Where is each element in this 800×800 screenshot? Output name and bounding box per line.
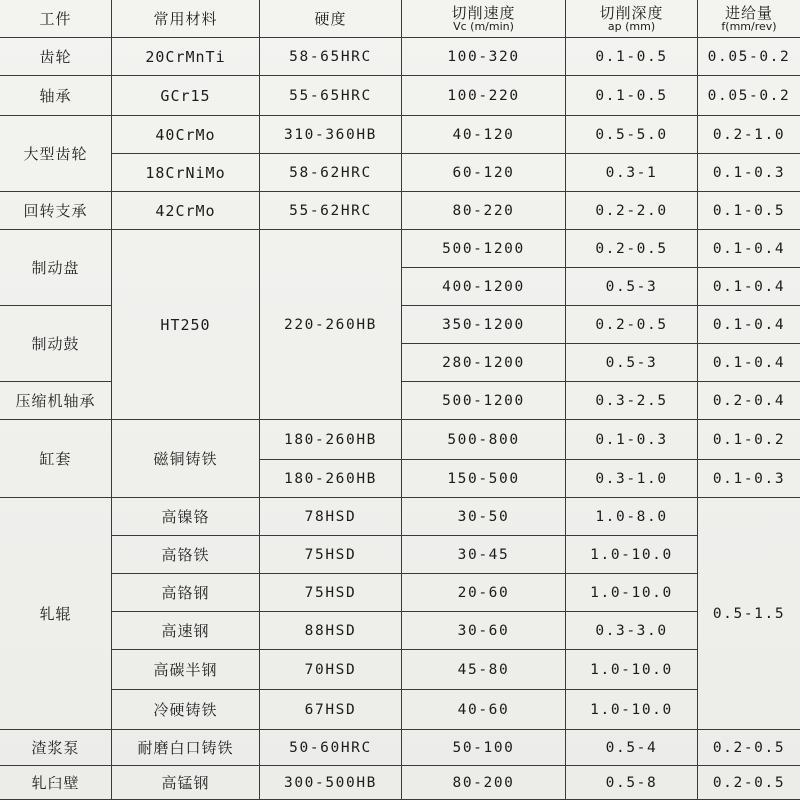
cell-cutting-depth: 1.0-8.0 xyxy=(566,498,698,536)
cell-material: GCr15 xyxy=(112,76,260,116)
cell-material: HT250 xyxy=(112,230,260,420)
header-label: 进给量 xyxy=(724,3,773,22)
cell-cutting-depth: 0.1-0.5 xyxy=(566,38,698,76)
cell-material: 高镍铬 xyxy=(112,498,260,536)
cell-cutting-depth: 0.2-0.5 xyxy=(566,230,698,268)
cell-cutting-speed: 40-60 xyxy=(402,690,566,730)
cell-feed-rate: 0.5-1.5 xyxy=(698,498,800,730)
header-hardness xyxy=(260,0,402,38)
cell-cutting-speed: 350-1200 xyxy=(402,306,566,344)
cell-hardness: 55-62HRC xyxy=(260,192,402,230)
cell-feed-rate: 0.1-0.4 xyxy=(698,306,800,344)
cell-cutting-speed: 50-100 xyxy=(402,730,566,766)
header-label: 工件 xyxy=(39,9,72,28)
cell-feed-rate: 0.2-1.0 xyxy=(698,116,800,154)
cell-feed-rate: 0.05-0.2 xyxy=(698,76,800,116)
cell-feed-rate: 0.2-0.5 xyxy=(698,730,800,766)
header-feed-rate xyxy=(698,0,800,38)
cell-cutting-depth: 0.5-5.0 xyxy=(566,116,698,154)
header-unit: ap (mm) xyxy=(607,19,656,33)
cell-cutting-depth: 0.3-3.0 xyxy=(566,612,698,650)
cell-cutting-depth: 0.3-1.0 xyxy=(566,460,698,498)
header-label: 硬度 xyxy=(314,9,347,28)
cell-material: 18CrNiMo xyxy=(112,154,260,192)
cell-workpiece: 压缩机轴承 xyxy=(0,382,112,420)
cell-material: 磁铜铸铁 xyxy=(112,420,260,498)
cell-cutting-depth: 0.5-8 xyxy=(566,766,698,800)
cell-feed-rate: 0.1-0.4 xyxy=(698,268,800,306)
cell-feed-rate: 0.1-0.3 xyxy=(698,460,800,498)
cell-cutting-speed: 280-1200 xyxy=(402,344,566,382)
cell-material: 42CrMo xyxy=(112,192,260,230)
cell-cutting-speed: 100-320 xyxy=(402,38,566,76)
cell-hardness: 70HSD xyxy=(260,650,402,690)
cell-cutting-speed: 500-1200 xyxy=(402,230,566,268)
cell-hardness: 180-260HB xyxy=(260,420,402,460)
cell-material: 耐磨白口铸铁 xyxy=(112,730,260,766)
cell-cutting-speed: 60-120 xyxy=(402,154,566,192)
cell-cutting-depth: 1.0-10.0 xyxy=(566,650,698,690)
cell-workpiece: 齿轮 xyxy=(0,38,112,76)
header-material xyxy=(112,0,260,38)
cell-material: 高铬钢 xyxy=(112,574,260,612)
cell-cutting-depth: 0.2-0.5 xyxy=(566,306,698,344)
header-label: 常用材料 xyxy=(153,9,218,28)
cell-cutting-speed: 500-1200 xyxy=(402,382,566,420)
cell-hardness: 220-260HB xyxy=(260,230,402,420)
cell-hardness: 67HSD xyxy=(260,690,402,730)
cell-material: 40CrMo xyxy=(112,116,260,154)
cell-material: 高速钢 xyxy=(112,612,260,650)
header-unit: f(mm/rev) xyxy=(721,19,777,33)
cell-cutting-speed: 80-220 xyxy=(402,192,566,230)
cell-cutting-speed: 30-45 xyxy=(402,536,566,574)
cell-hardness: 58-62HRC xyxy=(260,154,402,192)
cell-cutting-depth: 1.0-10.0 xyxy=(566,536,698,574)
cell-material: 高锰钢 xyxy=(112,766,260,800)
cell-workpiece: 制动鼓 xyxy=(0,306,112,382)
cell-hardness: 75HSD xyxy=(260,536,402,574)
cell-cutting-speed: 80-200 xyxy=(402,766,566,800)
cell-cutting-depth: 1.0-10.0 xyxy=(566,690,698,730)
cell-cutting-depth: 1.0-10.0 xyxy=(566,574,698,612)
cell-feed-rate: 0.05-0.2 xyxy=(698,38,800,76)
cell-cutting-speed: 30-50 xyxy=(402,498,566,536)
cell-cutting-depth: 0.3-1 xyxy=(566,154,698,192)
cell-workpiece: 轧辊 xyxy=(0,498,112,730)
cell-cutting-depth: 0.5-3 xyxy=(566,268,698,306)
cell-feed-rate: 0.1-0.2 xyxy=(698,420,800,460)
cell-hardness: 58-65HRC xyxy=(260,38,402,76)
header-label: 切削深度 xyxy=(599,3,664,22)
cell-cutting-depth: 0.1-0.5 xyxy=(566,76,698,116)
header-label: 切削速度 xyxy=(451,3,516,22)
cell-cutting-speed: 45-80 xyxy=(402,650,566,690)
cell-feed-rate: 0.1-0.4 xyxy=(698,230,800,268)
header-cutting-speed xyxy=(402,0,566,38)
cell-cutting-speed: 400-1200 xyxy=(402,268,566,306)
cell-feed-rate: 0.2-0.5 xyxy=(698,766,800,800)
cell-hardness: 78HSD xyxy=(260,498,402,536)
cell-cutting-speed: 500-800 xyxy=(402,420,566,460)
cell-cutting-speed: 40-120 xyxy=(402,116,566,154)
cell-feed-rate: 0.1-0.3 xyxy=(698,154,800,192)
cell-feed-rate: 0.2-0.4 xyxy=(698,382,800,420)
cell-material: 高碳半钢 xyxy=(112,650,260,690)
cell-hardness: 310-360HB xyxy=(260,116,402,154)
header-cutting-depth xyxy=(566,0,698,38)
cell-feed-rate: 0.1-0.4 xyxy=(698,344,800,382)
cell-hardness: 75HSD xyxy=(260,574,402,612)
header-unit: Vc (m/min) xyxy=(453,19,514,33)
cell-cutting-depth: 0.1-0.3 xyxy=(566,420,698,460)
cell-workpiece: 轧臼壁 xyxy=(0,766,112,800)
cell-hardness: 55-65HRC xyxy=(260,76,402,116)
cell-material: 高铬铁 xyxy=(112,536,260,574)
cell-cutting-speed: 30-60 xyxy=(402,612,566,650)
cell-cutting-depth: 0.5-4 xyxy=(566,730,698,766)
cell-cutting-speed: 20-60 xyxy=(402,574,566,612)
cell-workpiece: 制动盘 xyxy=(0,230,112,306)
cell-cutting-depth: 0.5-3 xyxy=(566,344,698,382)
cell-cutting-depth: 0.3-2.5 xyxy=(566,382,698,420)
cell-hardness: 50-60HRC xyxy=(260,730,402,766)
cell-workpiece: 回转支承 xyxy=(0,192,112,230)
cell-hardness: 300-500HB xyxy=(260,766,402,800)
cell-cutting-speed: 100-220 xyxy=(402,76,566,116)
header-workpiece xyxy=(0,0,112,38)
cell-workpiece: 大型齿轮 xyxy=(0,116,112,192)
cell-workpiece: 缸套 xyxy=(0,420,112,498)
cell-cutting-speed: 150-500 xyxy=(402,460,566,498)
cell-hardness: 180-260HB xyxy=(260,460,402,498)
cell-workpiece: 轴承 xyxy=(0,76,112,116)
cell-material: 20CrMnTi xyxy=(112,38,260,76)
cell-hardness: 88HSD xyxy=(260,612,402,650)
cell-material: 冷硬铸铁 xyxy=(112,690,260,730)
cell-workpiece: 渣浆泵 xyxy=(0,730,112,766)
cell-cutting-depth: 0.2-2.0 xyxy=(566,192,698,230)
cell-feed-rate: 0.1-0.5 xyxy=(698,192,800,230)
